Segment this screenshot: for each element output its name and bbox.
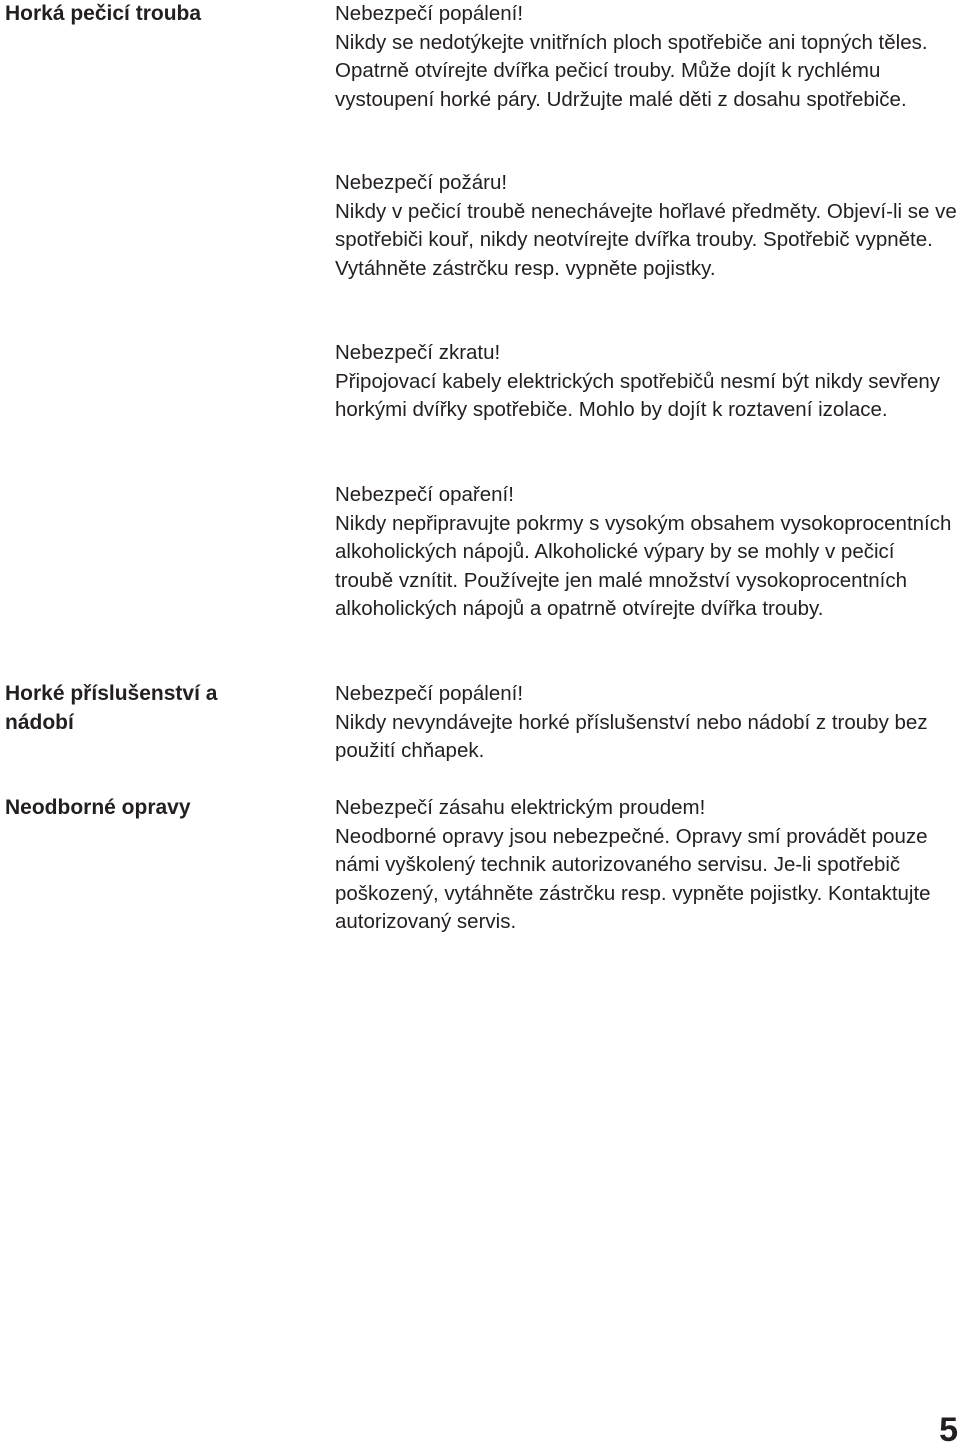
warning-text: Nikdy nepřipravujte pokrmy s vysokým obsahem vysokoprocentních alkoholických nápojů. Alkoholické výpary by se mohly v pečicí troubě vznítit. Používejte jen malé množství vysokoprocentních alkoholických nápojů a opatrně otvírejte dvířka trouby. [335,511,952,620]
warning-title: Nebezpečí požáru! [335,171,508,194]
section-heading-hot-oven: Horká pečicí trouba [5,2,202,25]
warning-text: Nikdy se nedotýkejte vnitřních ploch spotřebiče ani topných těles. Opatrně otvírejte dvířka pečicí trouby. Může dojít k rychlému vystoupení horké páry. Udržujte malé děti z dosahu spotřebiče. [335,30,928,111]
warning-title: Nebezpečí popálení! [335,682,524,705]
section-heading-hot-accessories: Horké příslušenství a nádobí [5,682,218,734]
warning-electric-shock [335,794,957,937]
warning-text: Neodborné opravy jsou nebezpečné. Opravy smí provádět pouze námi vyškolený technik autorizovaného servisu. Je-li spotřebič poškozený, vytáhněte zástrčku resp. vypněte pojistky. Kontaktujte autorizovaný servis. [335,824,931,933]
warning-text: Nikdy nevyndávejte horké příslušenství nebo nádobí z trouby bez použití chňapek. [335,710,928,762]
warning-short-circuit [335,339,957,425]
warning-burn [335,0,957,114]
warning-title: Nebezpečí zásahu elektrickým proudem! [335,796,706,819]
warning-scald [335,481,957,624]
section-heading-improper-repairs: Neodborné opravy [5,796,191,819]
page-number: 5 [939,1411,958,1449]
warning-text: Připojovací kabely elektrických spotřebičů nesmí být nikdy sevřeny horkými dvířky spotřebiče. Mohlo by dojít k roztavení izolace. [335,369,941,421]
warning-title: Nebezpečí zkratu! [335,341,501,364]
warning-fire [335,169,957,283]
warning-burn-accessories [335,680,957,766]
warning-title: Nebezpečí opaření! [335,483,514,506]
warning-title: Nebezpečí popálení! [335,2,524,25]
warning-text: Nikdy v pečicí troubě nenechávejte hořlavé předměty. Objeví-li se ve spotřebiči kouř, nikdy neotvírejte dvířka trouby. Spotřebič vypněte. Vytáhněte zástrčku resp. vypněte pojistky. [335,199,957,280]
